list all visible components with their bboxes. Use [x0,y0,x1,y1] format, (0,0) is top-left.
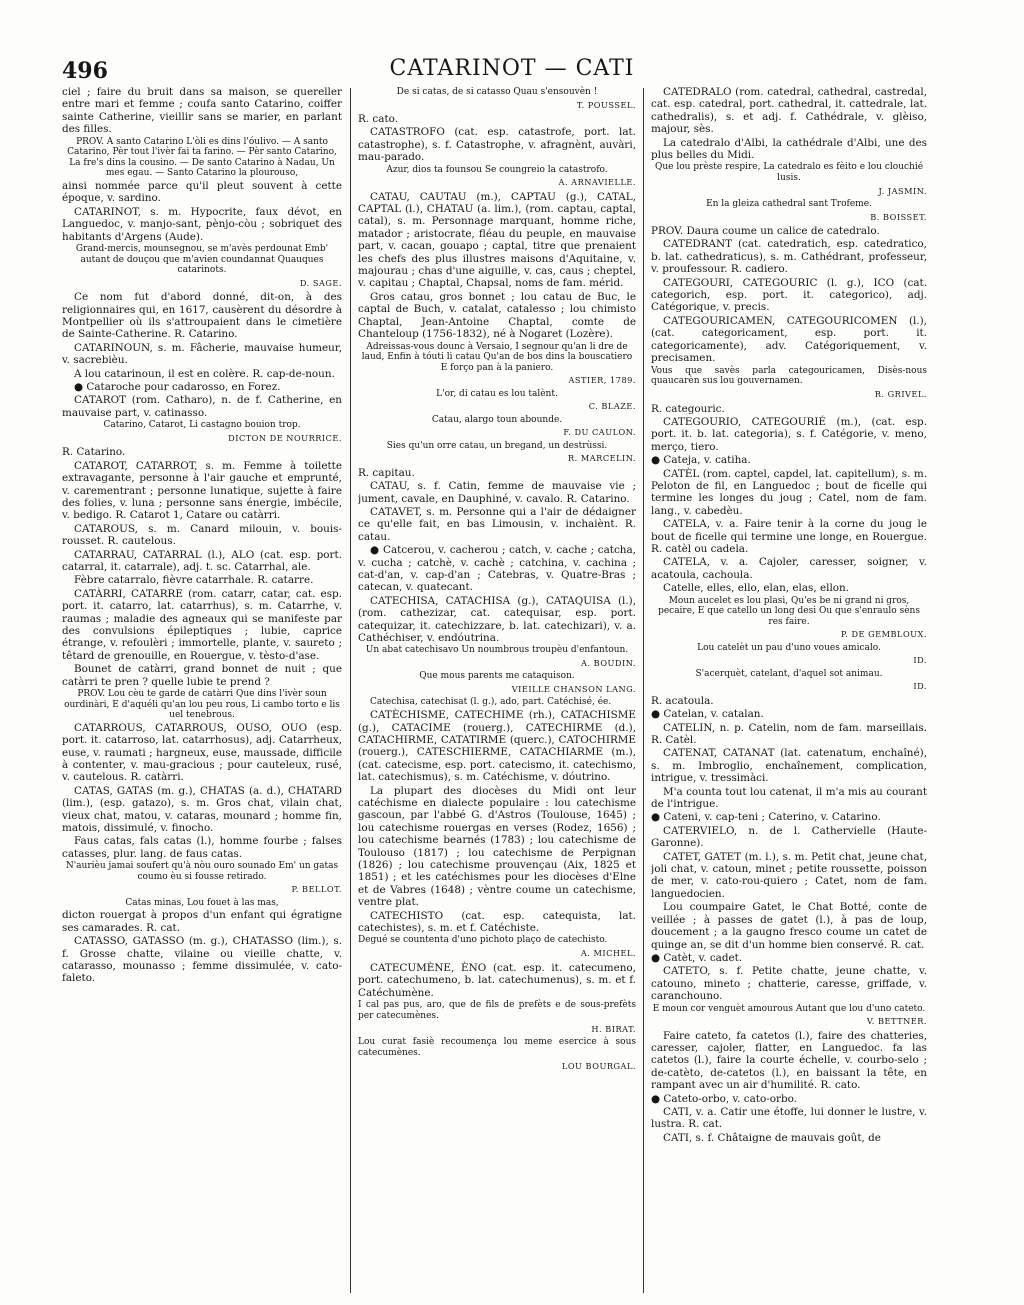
quote-author: R. MARCELIN. [568,453,636,464]
entry: CATAU, s. f. Catin, femme de mauvaise vie ; jument, cavale, en Dauphiné, v. cavalo. R. Catarino. [358,480,636,505]
quote-author: ASTIER, 1789. [568,375,636,386]
entry: PROV. Daura coume un calice de catedralo. [651,225,880,238]
quote: Sies qu'un orre catau, un bregand, un destrùssi. [386,440,608,451]
quote-author: F. DU CAULON. [563,427,636,438]
quote: Azur, dios ta founsou Se coungreio la catastrofo. [386,164,608,175]
entry: CATET, GATET (m. l.), s. m. Petit chat, jeune chat, joli chat, v. catoun, minet ; petite roussette, poisson de mer, v. cato-rou-quiero ; Catet, nom de fam. languedocien. [651,850,927,900]
entry: CATÈCHISME, CATECHIME (rh.), CATACHISME (g.), CATACIME (rouerg.), CATECHIRME (d.), CATACHIRME, CATATIRME (querc.), CATOCHIRME (rouerg.), CATESCHIERME, CATACHIARME (m.), (cat. catecisme, esp. port. catecismo, it. catechismo, lat. catechismus), s. m. Catéchisme, v. dóutrino. [358,709,636,784]
entry: CATÈL (rom. captel, capdel, lat. capitellum), s. m. Peloton de fil, en Languedoc ; bout de ficelle qui termine les longes du joug ; Catel, nom de fam. lang., v. cabedèu. [651,467,927,517]
entry: R. cato. [358,113,398,125]
entry: CATELA, v. a. Faire tenir à la corne du joug le bout de ficelle qui termine une longe, en Rouergue. R. catèl ou cadela. [651,518,927,555]
entry: CATERVIELO, n. de l. Cathervielle (Haute-Garonne). [651,824,927,850]
entry: R. acatoula. [651,694,714,707]
entry: CATECHISTO (cat. esp. catequista, lat. catechistes), s. m. et f. Catéchiste. [358,909,636,935]
entry: CATASTROFO (cat. esp. catastrofe, port. lat. catastrophe), s. f. Catastrophe, v. afragnènt, auvàri, mau-parado. [358,126,636,164]
quote: E moun cor venguèt amourous Autant que lou d'uno cateto. [652,1003,926,1014]
entry: CATECHISA, CATACHISA (g.), CATAQUISA (l.), (rom. cathezizar, cat. catequisar, esp. port. catequizar, it. catechizzare, b. lat. catechizari), v. a. Cathéchiser, v. endóutrina. [358,594,636,644]
entry: Ce nom fut d'abord donné, dit-on, à des religionnaires qui, en 1617, causèrent du désordre à Montpellier où ils s'attroupaient dans le cimetière de Sainte-Catherine. R. Catarino. [62,291,342,341]
entry: R. categouric. [651,402,725,415]
column-rule [350,88,351,1293]
entry: Catechisa, catechisat (l. g.), ado, part. Catéchisé, ée. [370,697,612,708]
quote-author: D. SAGE. [299,277,342,288]
quote-author: P. BELLOT. [291,884,342,895]
entry: CATETO, s. f. Petite chatte, jeune chatte, v. catouno, mineto ; chatterie, caresse, griffade, v. caranchouno. [651,965,927,1003]
quote: I cal pas pus, aro, que de fils de prefèts e de sous-prefèts per catecumènes. [358,999,636,1021]
entry: R. Catarino. [62,446,126,459]
quote: L'or, di catau es lou talènt. [436,388,558,399]
quote-author: VIEILLE CHANSON LANG. [511,683,636,694]
entry: CATAVET, s. m. Personne qui a l'air de dédaigner ce qu'elle fait, en bas Limousin, v. inchaiènt. R. catau. [358,505,636,543]
entry: CATARINOT, s. m. Hypocrite, faux dévot, en Languedoc, v. manjo-sant, pènjo-còu ; sobriquet des habitants d'Argens (Aude). [62,205,342,243]
quote: Que mous parents me cataquison. [419,671,575,682]
quote: Catarino, Catarot, Li castagno bouion trop. [103,420,301,431]
entry: ciel ; faire du bruit dans sa maison, se quereller entre mari et femme ; coufa santo Catarino, coiffer sainte Catherine, vieillir sans se marier, en parlant des filles. [62,86,342,136]
quote-author: H. BIRAT. [591,1023,636,1034]
entry: CATEGOURICAMEN, CATEGOURICOMEN (l.), (cat. categoricament, esp. port. it. categoricamente), adv. Catégoriquement, v. precisamen. [651,314,927,365]
entry: ● Catèt, v. cadet. [651,951,743,964]
entry: R. capitau. [358,466,415,479]
quote: Lou curat fasiè recoumença lou meme esercice à sous catecumènes. [358,1036,636,1058]
entry: ● Cateni, v. cap-teni ; Caterino, v. Catarino. [651,811,881,824]
entry: Bounet de catàrri, grand bonnet de nuit ; que catàrri te pren ? quelle lubie te prend ? [62,663,342,688]
quote-author: A. MICHEL. [580,948,636,959]
entry: La plupart des diocèses du Midi ont leur catéchisme en dialecte populaire : lou catechisme gascoun, par l'abbé G. d'Astros (Toulouse, 1645) ; lou catechisme rouergas en verses (Rodez, 1656) ; lou catechisme bearnés (1783) ; lou catechisme de Toulouso (1817) ; lou catechisme de Perpignan (1826) ; lou catechisme prouvençau (Aix, 1825 et 1851) ; et les catéchismes pour les diocèses d'Elne et de Vabres (1648) ; vèntre coume un catechisme, ventre plat. [358,784,636,909]
quote-author: LOU BOURGAL. [561,1060,636,1071]
entry: CATECUMÈNE, ÈNO (cat. esp. it. catecumeno, port. catechumeno, b. lat. catechumenus), s. m. et f. Catéchumène. [358,961,636,999]
column-right [651,86,927,1291]
entry: Faire cateto, fa catetos (l.), faire des chatteries, caresser, cajoler, flatter, en Languedoc. fa las catetos (l.), faire la courte échelle, v. courbo-selo ; de-catèto, de-catetos (l.), en baissant la tête, en rampant avec un air d'humilité. R. cato. [651,1029,927,1092]
quote: Vous que savès parla categouricamen, Disès-nous quaucarèn sus lou gouvernamen. [651,365,927,387]
entry: Faus catas, fals catas (l.), homme fourbe ; falses catasses, plur. lang. de faus catas. [62,835,342,860]
entry: ainsi nommée parce qu'il pleut souvent à cette époque, v. sardino. [62,180,342,205]
entry: CATEGOURI, CATEGOURIC (l. g.), ICO (cat. categorich, esp. port. it. categorico), adj. Catégorique, v. precis. [651,276,927,314]
entry: ● Cataroche pour cadarosso, en Forez. [74,381,281,394]
quote-author: A. ARNAVIELLE. [558,177,636,188]
column-middle [358,86,636,1291]
entry: Fèbre catarralo, fièvre catarrhale. R. catarre. [74,574,314,587]
entry: CATAS, GATAS (m. g.), CHATAS (a. d.), CHATARD (lim.), (esp. gatazo), s. m. Gros chat, vilain chat, vieux chat, matou, v. cataras, mounard ; homme fin, matois, dissimulé, v. finocho. [62,784,342,835]
entry: CATARRAU, CATARRAL (l.), ALO (cat. esp. port. catarral, it. catarrale), adj. t. sc. Catarrhal, ale. [62,548,342,573]
entry: CATAROUS, s. m. Canard milouin, v. bouis-rousset. R. cautelous. [62,522,342,548]
quote: S'acerquèt, catelant, d'aquel sot animau. [695,668,883,679]
quote: N'aurièu jamai soufert qu'à nòu ouro sounado Em' un gatas coumo èu si fousse retirado. [65,861,339,882]
entry: CATI, v. a. Catir une étoffe, lui donner le lustre, v. lustra. R. cat. [651,1105,927,1131]
entry: CATARINOUN, s. m. Fâcherie, mauvaise humeur, v. sacrebièu. [62,341,342,367]
entry: CATELA, v. a. Cajoler, caresser, soigner, v. acatoula, cachoula. [651,556,927,581]
entry: Catelle, elles, ello, elan, elas, ellon. [663,582,850,595]
entry: CATAROT (rom. Catharo), n. de f. Catherine, en mauvaise part, v. catinasso. [62,394,342,419]
quote: Catau, alargo toun abounde. [431,414,563,425]
entry: CATÀRRI, CATARRE (rom. catarr, catar, cat. esp. port. it. catarro, lat. catarrhus), s. m. Catarrhe, v. raumas ; maladie des agneaux qui se manifeste par des convulsions épileptiques ; lubie, caprice étrange, v. refoulèri ; immortelle, plante, v. saureto ; têtard de grenouille, en Rouergue, v. tèsto-d'ase. [62,587,342,662]
quote-author: J. JASMIN. [878,185,927,196]
entry: CATARROUS, CATARROUS, OUSO, OUO (esp. port. it. catarroso, lat. catarrhosus), adj. Catarrheux, euse, v. raumati ; hargneux, euse, maussade, difficile à contenter, v. mau-gracious ; pour cauteleux, rusé, v. cautelous. R. catàrri. [62,721,342,784]
running-head: CATARINOT — CATI [389,56,635,81]
quote: Moun aucelet es lou plasi, Qu'es be ni grand ni gros, pecaire, E que catello un long desi Ou que s'enraulo sèns res faire. [658,595,920,627]
entry: CATELIN, n. p. Catelin, nom de fam. marseillais. R. Catèl. [651,721,927,746]
quote-author: R. GRIVEL. [874,389,927,400]
entry: CATEDRANT (cat. catedratich, esp. catedratico, b. lat. cathedraticus), s. m. Cathédrant, professeur, v. proufessour. R. cadiero. [651,238,927,276]
entry: La catedralo d'Albi, la cathédrale d'Albi, une des plus belles du Midi. [651,136,927,162]
entry: ● Cateja, v. catiha. [651,454,751,467]
entry: CATASSO, GATASSO (m. g.), CHATASSO (lim.), s. f. Grosse chatte, vilaine ou vieille chatte, v. catarasso, mounasso ; femme dissimulée, v. cato-faleto. [62,935,342,985]
page-number: 496 [62,58,108,84]
quote: Que lou prèste respire, La catedralo es fèito e lou clouchié lusis. [654,162,924,184]
quote: De si catas, de si catasso Quau s'ensouvèn ! [396,87,598,97]
quote: En la gleiza cathedral sant Trofeme. [706,199,872,210]
entry: ● Cateto-orbo, v. cato-orbo. [651,1092,797,1105]
quote-author: C. BLAZE. [588,401,636,412]
quote-author: V. BETTNER. [866,1016,927,1027]
entry: CATI, s. f. Châtaigne de mauvais goût, de [663,1131,881,1144]
entry: CATAU, CAUTAU (m.), CAPTAU (g.), CATAL, CAPTAL (l.), CHATAU (a. lim.), (rom. captau, captal, catal), s. m. Personnage marquant, homme riche, matador ; aristocrate, fléau du peuple, en mauvaise part, v. cacan, gouapo ; captal, titre que prenaient les chefs des plus illustres maisons d'Aquitaine, v. majourau ; chas d'une aiguille, v. cas, caus ; cheptel, v. capitau ; Chaptal, Chapsal, noms de fam. mérid. [358,190,636,290]
entry: CATENAT, CATANAT (lat. catenatum, enchaîné), s. m. Imbroglio, enchaînement, complication, intrigue, v. tressimàci. [651,747,927,785]
proverb-quote: PROV. A santo Catarino L'òli es dins l'óulivo. — A santo Catarino, Pèr tout l'ivèr fai ta farino. — Pèr santo Catarino, La fre's dins la cousino. — De santo Catarino à Nadau, Un mes egau. — Santo Catarino la plourouso, [67,136,337,179]
quote-author: ID. [913,681,927,692]
proverb-quote: PROV. Lou cèu te garde de catàrri Que dins l'ivèr soun ourdinàri, E d'aquéli qu'an lou peu rous, Li cambo torto e lis uel tenebrous. [64,689,340,721]
entry: dicton rouergat à propos d'un enfant qui égratigne ses camarades. R. cat. [62,909,342,934]
quote-author: T. POUSSEL. [576,99,636,110]
quote: Catas minas, Lou fouet à las mas, [125,897,279,908]
quote-author: P. DE GEMBLOUX. [840,629,927,640]
quote-author: DICTON DE NOURRICE. [228,432,342,443]
quote: Degué se countenta d'uno pichoto plaço de catechisto. [358,935,608,946]
quote-author: ID. [913,655,927,666]
quote: Adreissas-vous dounc à Versaio, I segnour qu'an li dre de laud, Enfin à tóuti li catau Qu'an de bos dins la bouscatiero E forço pan à la paniero. [361,341,633,373]
entry: Gros catau, gros bonnet ; lou catau de Buc, le captal de Buch, v. catalat, catalesso ; lou chimisto Chaptal, Jean-Antoine Chaptal, comte de Chanteloup (1756-1832), né à Nogaret (Lozère). [358,290,636,341]
column-rule [643,88,644,1293]
entry: ● Catelan, v. catalan. [651,708,764,721]
entry: ● Catcerou, v. cacherou ; catch, v. cache ; catcha, v. cucha ; catchè, v. cachè ; catchina, v. cachina ; cat-d'an, v. cap-d'an ; Catebras, v. Quatre-Bras ; catecan, v. quatecant. [358,544,636,594]
quote-author: A. BOUDIN. [581,657,636,668]
entry: M'a counta tout lou catenat, il m'a mis au courant de l'intrigue. [651,785,927,811]
quote: Un abat catechisavo Un noumbrous troupèu d'enfantoun. [365,645,629,656]
column-left [62,86,342,1291]
entry: A lou catarinoun, il est en colère. R. cap-de-noun. [74,367,335,380]
entry: CATAROT, CATARROT, s. m. Femme à toilette extravagante, personne à l'air gauche et emprunté, v. carementrant ; personne lunatique, sujette à faire des folies, v. luna ; personne sans énergie, imbécile, v. bedigo. R. Catarot 1, Catare ou catàrri. [62,459,342,522]
quote-author: B. BOISSET. [870,211,927,222]
entry: Lou coumpaire Gatet, le Chat Botté, conte de veillée ; à passes de gatet (l.), à pas de loup, doucement ; a la gaugno fresco coume un catet de quinge an, se dit d'un homme bien conservé. R. cat. [651,901,927,951]
entry: CATEGOURIO, CATEGOURIÉ (m.), (cat. esp. port. it. b. lat. categoria), s. f. Catégorie, v. meno, merço, tiero. [651,415,927,453]
entry: CATEDRALO (rom. catedral, cathedral, castredal, cat. esp. catedral, port. cathedral, it. cattedrale, lat. cathedralis), s. et adj. f. Cathédrale, v. glèiso, majour, sès. [651,86,927,136]
quote: Grand-mercis, mounsegnou, se m'avès perdounat Emb' autant de douçou que m'avien coundannat Quauques catarinots. [75,244,329,276]
quote: Lou catelèt un pau d'uno voues amicalo. [697,642,881,653]
